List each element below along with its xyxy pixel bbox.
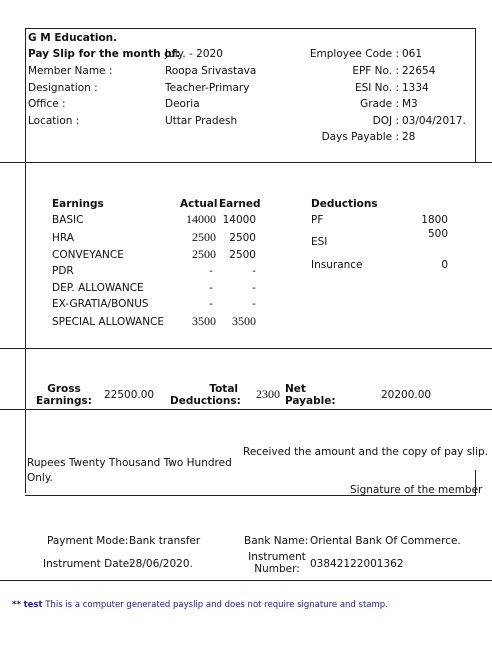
net-payable-value: 20200.00 bbox=[381, 389, 432, 401]
earning-earned: - bbox=[252, 265, 256, 277]
deduction-value: 0 bbox=[441, 259, 448, 271]
grade-label: Grade : bbox=[360, 98, 399, 110]
earning-earned: 2500 bbox=[229, 249, 256, 261]
esi-value: 1334 bbox=[402, 82, 429, 94]
earning-actual: 14000 bbox=[186, 212, 216, 226]
location-value: Uttar Pradesh bbox=[165, 115, 238, 127]
earned-header: Earned bbox=[219, 198, 261, 210]
pay-slip-month: July. - 2020 bbox=[165, 48, 223, 60]
footer-stars: ** bbox=[12, 600, 21, 610]
earning-earned: 14000 bbox=[222, 214, 256, 226]
deduction-value: 1800 bbox=[421, 214, 448, 226]
received-text: Received the amount and the copy of pay slip. bbox=[243, 446, 489, 458]
amount-in-words-line1: Rupees Twenty Thousand Two Hundred bbox=[27, 457, 232, 469]
earning-name: CONVEYANCE bbox=[52, 249, 124, 261]
instrument-number-line2: Number: bbox=[254, 563, 300, 575]
total-deductions-line2: Deductions: bbox=[170, 395, 241, 407]
earning-earned: 2500 bbox=[229, 232, 256, 244]
instrument-number-value: 03842122001362 bbox=[310, 558, 404, 570]
bank-name-label: Bank Name: bbox=[244, 535, 309, 547]
footer-disclaimer: This is a computer generated payslip and does not require signature and stamp. bbox=[45, 600, 388, 610]
left-border bbox=[25, 28, 26, 493]
earning-actual: 3500 bbox=[192, 314, 216, 328]
earning-earned: 3500 bbox=[232, 314, 256, 328]
divider-payment bbox=[0, 580, 492, 581]
net-payable-line2: Payable: bbox=[285, 395, 336, 407]
total-deductions-label bbox=[170, 383, 241, 407]
epf-label: EPF No. : bbox=[352, 65, 399, 77]
instrument-number-line1: Instrument bbox=[248, 551, 306, 563]
instrument-date-label: Instrument Date: bbox=[43, 558, 133, 570]
amount-in-words-line2: Only. bbox=[27, 472, 53, 484]
designation-label: Designation : bbox=[28, 82, 98, 94]
designation-value: Teacher-Primary bbox=[165, 82, 250, 94]
location-label: Location : bbox=[28, 115, 80, 127]
esi-label: ESI No. : bbox=[354, 82, 399, 94]
earning-actual: - bbox=[209, 298, 213, 310]
pay-slip-label: Pay Slip for the month of: bbox=[28, 48, 181, 60]
doj-value: 03/04/2017. bbox=[402, 115, 466, 127]
top-border bbox=[25, 28, 476, 29]
employee-code-label: Employee Code : bbox=[309, 48, 399, 60]
actual-header: Actual bbox=[180, 198, 218, 210]
divider-earnings bbox=[0, 348, 492, 349]
earning-name: PDR bbox=[52, 265, 74, 277]
deductions-header: Deductions bbox=[311, 198, 378, 210]
earning-earned: - bbox=[252, 298, 256, 310]
earning-name: SPECIAL ALLOWANCE bbox=[52, 316, 165, 328]
deduction-value: 500 bbox=[427, 228, 448, 240]
earning-earned: - bbox=[252, 282, 256, 294]
member-name-value: Roopa Srivastava bbox=[165, 65, 257, 77]
payment-mode-value: Bank transfer bbox=[129, 535, 201, 547]
epf-value: 22654 bbox=[402, 65, 436, 77]
total-deductions-value: 2300 bbox=[256, 387, 280, 401]
member-name-label: Member Name : bbox=[28, 65, 113, 77]
doj-label: DOJ : bbox=[372, 115, 399, 127]
net-payable-line1: Net bbox=[285, 383, 306, 395]
instrument-date-value: 28/06/2020. bbox=[129, 558, 193, 570]
gross-label bbox=[36, 383, 92, 407]
company-name: G M Education. bbox=[28, 32, 118, 44]
earning-actual: - bbox=[209, 282, 213, 294]
earning-name: HRA bbox=[52, 232, 74, 244]
footer-test-label: test bbox=[23, 600, 43, 610]
net-payable-label bbox=[285, 383, 336, 407]
gross-label-line1: Gross bbox=[47, 383, 81, 395]
days-payable-value: 28 bbox=[402, 131, 416, 143]
deduction-name: PF bbox=[311, 214, 324, 226]
earning-actual: 2500 bbox=[192, 230, 216, 244]
instrument-number-label bbox=[248, 551, 306, 575]
employee-code-value: 061 bbox=[402, 48, 423, 60]
gross-value: 22500.00 bbox=[104, 389, 155, 401]
earning-name: BASIC bbox=[52, 214, 84, 226]
earning-name: DEP. ALLOWANCE bbox=[52, 282, 144, 294]
deduction-name: Insurance bbox=[311, 259, 363, 271]
grade-value: M3 bbox=[402, 98, 418, 110]
footer-note bbox=[12, 600, 388, 610]
gross-label-line2: Earnings: bbox=[36, 395, 92, 407]
days-payable-label: Days Payable : bbox=[321, 131, 399, 143]
payment-mode-label: Payment Mode: bbox=[47, 535, 129, 547]
right-border bbox=[475, 28, 476, 163]
earning-name: EX-GRATIA/BONUS bbox=[52, 298, 149, 310]
divider-totals bbox=[0, 409, 492, 410]
earning-actual: 2500 bbox=[192, 247, 216, 261]
divider-header bbox=[0, 162, 492, 163]
office-value: Deoria bbox=[165, 98, 200, 110]
bank-name-value: Oriental Bank Of Commerce. bbox=[310, 535, 461, 547]
total-deductions-line1: Total bbox=[209, 383, 238, 395]
member-signature-label: Signature of the member bbox=[350, 484, 483, 496]
office-label: Office : bbox=[28, 98, 66, 110]
deduction-name: ESI bbox=[311, 236, 328, 248]
earning-actual: - bbox=[209, 265, 213, 277]
earnings-header: Earnings bbox=[52, 198, 104, 210]
